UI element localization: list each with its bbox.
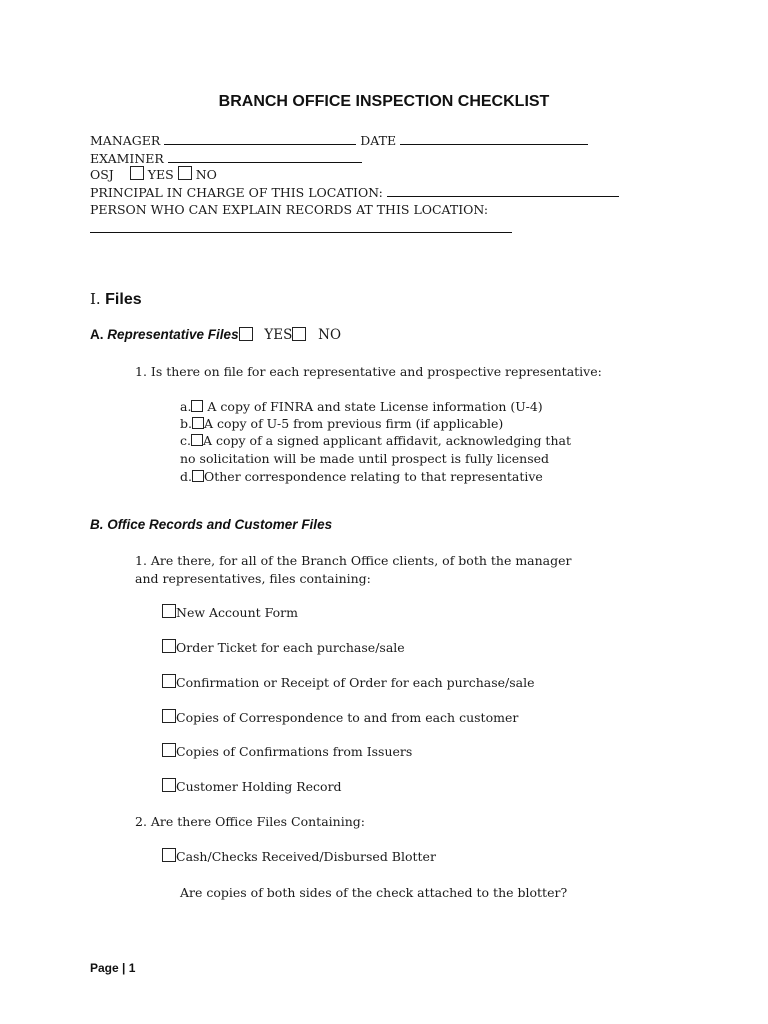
item-checkbox[interactable] bbox=[162, 743, 176, 757]
checklist-item bbox=[162, 778, 342, 795]
subsection-letter: A. bbox=[90, 327, 104, 342]
item-label: Cash/Checks Received/Disbursed Blotter bbox=[176, 849, 436, 864]
manager-label: MANAGER bbox=[90, 133, 161, 148]
question-b2: 2. Are there Office Files Containing: bbox=[135, 814, 365, 829]
item-label: New Account Form bbox=[176, 605, 299, 620]
osj-no-checkbox[interactable] bbox=[178, 166, 192, 180]
item-prefix: d. bbox=[180, 469, 192, 484]
examiner-row bbox=[90, 149, 362, 167]
checklist-item bbox=[162, 674, 535, 691]
osj-row bbox=[90, 166, 217, 183]
date-label: DATE bbox=[360, 133, 397, 148]
section-heading-files bbox=[90, 290, 142, 309]
manager-row bbox=[90, 131, 588, 149]
principal-label: PRINCIPAL IN CHARGE OF THIS LOCATION: bbox=[90, 185, 383, 200]
item-checkbox[interactable] bbox=[162, 639, 176, 653]
list-item bbox=[180, 468, 543, 485]
page-number: Page | 1 bbox=[90, 961, 136, 975]
item-label: Customer Holding Record bbox=[176, 779, 342, 794]
osj-no-label: NO bbox=[195, 167, 217, 182]
person-field[interactable] bbox=[90, 219, 512, 233]
principal-field[interactable] bbox=[387, 183, 619, 197]
item-checkbox[interactable] bbox=[162, 674, 176, 688]
item-label: Copies of Confirmations from Issuers bbox=[176, 744, 413, 759]
item-prefix: c. bbox=[180, 433, 191, 448]
subsection-heading-representative-files bbox=[90, 327, 341, 344]
question-b2-sub: Are copies of both sides of the check attached to the blotter? bbox=[180, 885, 568, 900]
representative-no-label: NO bbox=[318, 327, 342, 343]
representative-yes-checkbox[interactable] bbox=[239, 327, 253, 341]
list-item-continuation: no solicitation will be made until prospect is fully licensed bbox=[180, 451, 550, 466]
person-label: PERSON WHO CAN EXPLAIN RECORDS AT THIS LOCATION: bbox=[90, 202, 489, 217]
question-b1-line2: and representatives, files containing: bbox=[135, 571, 371, 586]
list-item bbox=[180, 398, 543, 415]
section-number: I. bbox=[90, 290, 101, 308]
checklist-item bbox=[162, 743, 412, 760]
section-title: Files bbox=[105, 291, 142, 308]
item-prefix: a. bbox=[180, 399, 192, 414]
examiner-label: EXAMINER bbox=[90, 151, 164, 166]
item-label: Other correspondence relating to that representative bbox=[203, 469, 543, 484]
examiner-field[interactable] bbox=[168, 149, 362, 163]
checklist-item bbox=[162, 639, 405, 656]
item-checkbox[interactable] bbox=[191, 400, 203, 412]
osj-yes-checkbox[interactable] bbox=[130, 166, 144, 180]
item-prefix: b. bbox=[180, 416, 192, 431]
subsection-title: Office Records and Customer Files bbox=[107, 517, 333, 532]
item-checkbox[interactable] bbox=[162, 778, 176, 792]
item-checkbox[interactable] bbox=[162, 848, 176, 862]
item-checkbox[interactable] bbox=[192, 417, 204, 429]
checklist-item bbox=[162, 604, 298, 621]
item-checkbox[interactable] bbox=[192, 470, 204, 482]
representative-yes-label: YES bbox=[264, 327, 293, 343]
item-label: A copy of FINRA and state License information (U-4) bbox=[207, 399, 543, 414]
item-label: A copy of U-5 from previous firm (if applicable) bbox=[203, 416, 504, 431]
checklist-item bbox=[162, 709, 518, 726]
list-item bbox=[180, 432, 571, 449]
osj-yes-label: YES bbox=[147, 167, 174, 182]
checklist-item bbox=[162, 848, 436, 865]
date-field[interactable] bbox=[400, 131, 588, 145]
principal-row bbox=[90, 183, 619, 201]
item-checkbox[interactable] bbox=[191, 434, 203, 446]
subsection-title: Representative Files bbox=[107, 327, 239, 342]
item-label: Copies of Correspondence to and from each customer bbox=[176, 710, 519, 725]
question-a1: 1. Is there on file for each representative and prospective representative: bbox=[135, 364, 602, 379]
question-b1-line1: 1. Are there, for all of the Branch Office clients, of both the manager bbox=[135, 553, 572, 568]
manager-field[interactable] bbox=[164, 131, 356, 145]
item-label: Confirmation or Receipt of Order for each purchase/sale bbox=[176, 675, 535, 690]
osj-label: OSJ bbox=[90, 167, 114, 182]
person-row bbox=[90, 201, 488, 218]
representative-no-checkbox[interactable] bbox=[292, 327, 306, 341]
item-label: Order Ticket for each purchase/sale bbox=[176, 640, 405, 655]
subsection-heading-office-records bbox=[90, 517, 332, 532]
item-label: A copy of a signed applicant affidavit, acknowledging that bbox=[202, 433, 571, 448]
item-checkbox[interactable] bbox=[162, 604, 176, 618]
subsection-letter: B. bbox=[90, 517, 104, 532]
item-checkbox[interactable] bbox=[162, 709, 176, 723]
list-item bbox=[180, 415, 503, 432]
document-title: BRANCH OFFICE INSPECTION CHECKLIST bbox=[218, 93, 550, 110]
